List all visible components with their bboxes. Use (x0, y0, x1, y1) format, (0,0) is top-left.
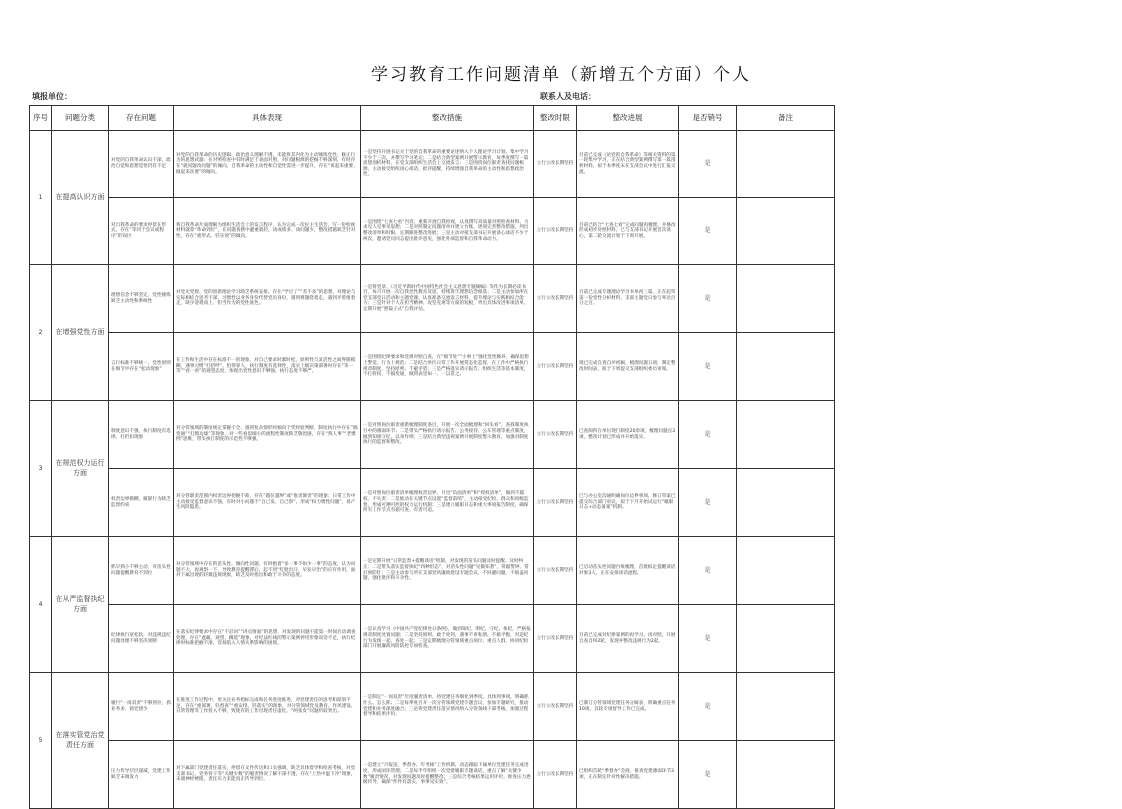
row-number: 5 (30, 673, 52, 809)
performance-cell: 将自我革命片面理解为组织生活会上的发言程序，认为完成一次民主生活会、写一份检视材料就算“革命到位”，在问题查摆中避重就轻，谈成绩多、谈问题少，整改措施缺乏针对性，存在“重形式、轻实效”的倾向。 (174, 198, 361, 265)
table-row (30, 741, 835, 809)
deadline-cell: 立行立改长期坚持 (534, 741, 577, 809)
deadline-cell: 立行立改长期坚持 (534, 605, 577, 673)
row-number: 1 (30, 131, 52, 265)
measures-cell: 一是建立“月报送、季督办、年考核”工作机制，动态跟踪下属单位党建任务完成进度，形成闭环管理；二是每半年组织一次党建履职专题谈话，重点了解“关键少数”履责情况，对发现问题及时提醒整改；三是综合考核结果运用评价，推进压力逐级传导，确保“件件有落实、事事见实效”。 (361, 741, 534, 809)
remark-cell (737, 469, 835, 537)
page-title: 学习教育工作问题清单（新增五个方面）个人 (371, 65, 751, 85)
col-header-measures: 整改措施 (361, 106, 534, 131)
issue-cell: 履行“一岗双责”不够到位，抓业务多、抓党建少 (109, 673, 174, 741)
measures-cell: 一是对照岗位职责清单梳理权责边界，开出“负面清单”和“授权清单”，做到不越权、不失责；二是推动在关键节点设置“监督前哨”，主动接受纪检、群众和同级监督，形成可溯可控的权力运行机制；三是建立履职日志和重大事项报告制度，确保所有工作节点有据可查、有责可追。 (361, 469, 534, 537)
progress-cell: 目前已结合“七查七看”完成问题再梳理，并修改形成初步对照材料，已与支部书记开展首次谈心，第二轮交流计划于下周开展。 (577, 198, 679, 265)
remark-cell (737, 673, 835, 741)
progress-cell: 目前已完成《论党的自我革命》等相关资料的第一轮集中学习，正在结合典型案例撰写第一篇剖析材料，拟于本季度末在支部会议中进行汇报交流。 (577, 131, 679, 198)
table-row (30, 469, 835, 537)
closed-cell: 是 (679, 741, 737, 809)
table-row (30, 198, 835, 265)
table-row (30, 265, 835, 333)
deadline-cell: 立行立改长期坚持 (534, 333, 577, 401)
col-header-progress: 整改进展 (577, 106, 679, 131)
closed-cell: 是 (679, 469, 737, 537)
table-row (30, 605, 835, 673)
measures-cell: 一是坚持开展书记关于党的自我革命的重要论述纳入个人理论学习计划，集中学习不少于三次，并撰写学习笔记；二是结合典型案例开展警示教育，每季度撰写一篇思想剖析材料，在党支部组织生活会上交流发言；三是围绕岗位职责查找问题根源，主动接受组织谈心谈话、批评提醒，持续增强自我革命的主动性和思想政治性。 (361, 131, 534, 198)
category-cell: 在增强党性方面 (52, 265, 109, 401)
table-header-row (30, 106, 835, 131)
remark-cell (737, 401, 835, 469)
category-cell: 在规范权力运行方面 (52, 401, 109, 537)
remark-cell (737, 741, 835, 809)
progress-cell: 现已完成自查自评初稿，梳理问题五项，制定整改时间表，拟于下周提交支部组织委员审阅。 (577, 333, 679, 401)
performance-cell: 对下属部门党建责任落实，停留在文件传达和口头强调，缺乏具体督导和检查考核，对党支部书记、党务骨干等“关键少数”的履责情况了解不深不透，存在“上热中温下冷”现象，末端神经梗阻，责任压力未能真正传导到位。 (174, 741, 361, 809)
performance-cell: 在推进工作过程中，更关注业务指标完成和任务进度推进，对党建责任的思考和谋划不足，存在“重部署、轻督查”“重安排、轻落实”的现象，对分管领域党员教育、作风建设、日常管理等工作投入不够，致使有的工作出现责任虚化、“两张皮”问题仍较突出。 (174, 673, 361, 741)
col-header-remark: 备注 (737, 106, 835, 131)
progress-cell: 已启动苗头性问题台账梳理，首批拟定提醒谈话对象3人，正在安排谈话流程。 (577, 537, 679, 605)
table-row (30, 401, 835, 469)
col-header-no: 序号 (30, 106, 52, 131)
measures-cell: 一是对照岗位职责重新梳理制度条目，开展一次全面梳理和“回头看”，查找制度执行中的薄弱环节；二是带头严格执行请示报告、公务接待、公车管理等重点制度，做到知规守纪、以身作则；三是结合典型违规案例开展制度警示教育，加强对制度执行的监督和整改。 (361, 401, 534, 469)
measures-cell: 一是将党章、《习近平新时代中国特色社会主义思想专题摘编》等作为长期必读书目，每月开展一次自我党性教育反思，持续筑牢理想信念根基；二是主动参加所在党支部党日活动和主题党课，认真准备交流发言材料，提升理论与实践相结合能力；三是针对个人在担当精神、攻坚克难等方面的短板，列出具体改进事项清单，定期开展“照镜子式”自我评估。 (361, 265, 534, 333)
progress-cell: 目前已完成专题理论学习书单初三篇，正在起草第一份党性分析材料，支部主题党日参与率达百分之百。 (577, 265, 679, 333)
issue-cell: 制度意识不强，执行制度有选择、打折扣现象 (109, 401, 174, 469)
remark-cell (737, 198, 835, 265)
progress-cell: 已与办公室沟通明确岗位边界事项，修订草案已提交综合部门审议，拟于下月开始试运行“履职日志+动态备案”机制。 (577, 469, 679, 537)
performance-cell: 对党史党规、党的创新理论学习缺乏系统安排，存在“学过了”“差不多”的思想，对理论与实际相结合思考不深，习惯性以业务身份代替党员身份，遇到难题绕着走，遇到矛盾推着走，缺少迎难而上、担当作为的党性底色。 (174, 265, 361, 333)
closed-cell: 是 (679, 265, 737, 333)
closed-cell: 是 (679, 198, 737, 265)
category-cell: 在提高认识方面 (52, 131, 109, 265)
measures-cell: 一是定期开展“日常监督+提醒谈话”机制，对发现的苗头问题及时提醒、及时纠正；二是带头落实监督执纪“四种形态”，对苗头性问题“见微知著”，常敲警钟、常打预防针；三是主动参与所在支部党风廉政建设专题会议，不回避问题，不搞盖问题，强化批评和斗争性。 (361, 537, 534, 605)
table-row (30, 537, 835, 605)
closed-cell: 是 (679, 537, 737, 605)
performance-cell: 在落实纪律要求中存在“不忍问”“讲点情面”的思想，对发现的问题不能第一时间启动调查处理，存在“遮蔽、观望、搁延”现象，对纪法红线的警示案例停用形象说话不足，执行纪律时标准把握不准，容易陷入人情关系影响的困境。 (174, 605, 361, 673)
issue-table (29, 105, 835, 809)
category-cell: 在落实管党治党责任方面 (52, 673, 109, 809)
issue-cell: 权责边界模糊，履职行为缺乏监督约束 (109, 469, 174, 537)
row-number: 2 (30, 265, 52, 401)
measures-cell: 一是认真学习《中国共产党纪律处分条例》，做到知纪、明纪、守纪、执纪，严格按规章制度处置问题；二是坚持原则、敢于亮剑，遇事不讲私情、不搞平衡，对违纪行为发现一起、查处一起；三是定期梳理分管领域重点岗位、重点人群，协同纪检部门开展廉政风险防控专项检查。 (361, 605, 534, 673)
deadline-cell: 立行立改长期坚持 (534, 401, 577, 469)
unit-label: 填报单位： (32, 92, 72, 101)
issue-cell: 理想信念不够坚定，党性锤炼缺乏主动性和系统性 (109, 265, 174, 333)
remark-cell (737, 131, 835, 198)
table-row (30, 673, 835, 741)
measures-cell: 一是围绕纪律要求和党规对照自查，在“细节处”“小事上”强化党性修养，确保思想上警觉、行为上规范；二是结合单位日常工作开展常态化监督，在工作中严格执行规章制度，坚持原则、不避矛盾；三是严格落实请示报告、组织生活等基本制度，不打折扣、不搞变通，做到表里如一、一以贯之。 (361, 333, 534, 401)
col-header-issue: 存在问题 (109, 106, 174, 131)
performance-cell: 对分管职责范围内权责边界把握不准，存在“越位越界”或“推责卸责”的现象；日常工作中主动接受监督意识不强，有时对小问题不“自己发、自己察”，形成“权力惯性问题”，易产生风险隐患。 (174, 469, 361, 537)
row-number: 4 (30, 537, 52, 673)
deadline-cell: 立行立改长期坚持 (534, 673, 577, 741)
issue-cell: 纪律执行宽松软，对违规违纪问题处理不够坚决果断 (109, 605, 174, 673)
closed-cell: 是 (679, 333, 737, 401)
issue-cell: 言行标准不够统一，党性原则在细节中存在“松动现象” (109, 333, 174, 401)
remark-cell (737, 537, 835, 605)
row-number: 3 (30, 401, 52, 537)
closed-cell: 是 (679, 673, 737, 741)
issue-cell: 抓早抓小不够主动，对苗头性问题提醒教育不到位 (109, 537, 174, 605)
deadline-cell: 立行立改长期坚持 (534, 537, 577, 605)
issue-cell: 对党的自我革命认识不深，政治自觉和思想觉悟仍有不足 (109, 131, 174, 198)
contact-label: 联系人及电话： (540, 92, 596, 101)
closed-cell: 是 (679, 401, 737, 469)
performance-cell: 对分管领域中存在的苗头性、倾向性问题，有时抱着“多一事不如少一事”的态度，认为问题不大、再观察一下，导致教育提醒滞后，起不到“红脸出汗、早发早治”的应有作用，面对下属出现的轻微违规现象，缺乏及时指出和敢于斗争的态度。 (174, 537, 361, 605)
table-row (30, 333, 835, 401)
issue-cell: 压力传导层层递减，党建工作缺乏末端发力 (109, 741, 174, 809)
issue-cell: 对自我革命的要求停留在形式，存在“等同于会议或程序”的误区 (109, 198, 174, 265)
progress-cell: 目前已完成对纪律案例的再学习、再对照，开展自查自纠2轮，发现并整改违规行为2起。 (577, 605, 679, 673)
col-header-category: 问题分类 (52, 106, 109, 131)
performance-cell: 对党的自我革命的历史逻辑、政治意义理解不透，未能将其内化为主动锤炼党性、修正行为的思想武器；在对照检查中有时满足于表面对照，对问题根源的挖掘不够深刻，有时存在“就问题改问题”的倾向，自我革命的主动性和自觉性需进一步提升，存在“说起来重要、做起来次要”的倾向。 (174, 131, 361, 198)
closed-cell: 是 (679, 605, 737, 673)
performance-cell: 对分管领域的制度规定掌握不全，遇到复杂情形时倾向于凭经验判断，制度执行中存在“搞变通”“打擦边球”等现象，对一些看似细小的流程性制度缺乏敬畏感，存在“熟人事”“老惯例”思维，带头执行制度的示范性不够强。 (174, 401, 361, 469)
deadline-cell: 立行立改长期坚持 (534, 469, 577, 537)
measures-cell: 一是制定“一岗双责”年度履责清单，将党建任务细化到季度、具体到事项，明确抓什么、怎么抓；二是每季度召开一次分管领域党建专题会议，参加专题研究，推动党建和业务深度融合；三是将党建责任落实情况纳入分管条线干部考核，加强过程督导和结果评价。 (361, 673, 534, 741)
progress-cell: 已查阅所在单位现行制度20余项，梳理问题点3项，整改计划已形成并开始落实。 (577, 401, 679, 469)
measures-cell: 一是围绕“七查七看”内容，重新开展自我检视，认真撰写高质量对照检查材料，力求见人见事见思想；二是对照制定问题清单并建立台账，逐项完善整改措施，列出整改清单和时限，定期跟进整改进展；三是主动对接支部书记开展谈心谈话不少于两次，邀请党员同志提出批评意见，强化外部监督和自我革命动力。 (361, 198, 534, 265)
table-row (30, 131, 835, 198)
progress-cell: 已制订分管领域党建任务分解表，明确重点任务10项，首轮专项督导工作已完成。 (577, 673, 679, 741)
progress-cell: 已组织首轮“季督办”会商，排查党建薄弱环节3项，正在制定针对性解决措施。 (577, 741, 679, 809)
closed-cell: 是 (679, 131, 737, 198)
col-header-deadline: 整改时限 (534, 106, 577, 131)
remark-cell (737, 333, 835, 401)
remark-cell (737, 605, 835, 673)
deadline-cell: 立行立改长期坚持 (534, 198, 577, 265)
category-cell: 在从严监督执纪方面 (52, 537, 109, 673)
col-header-closed: 是否销号 (679, 106, 737, 131)
remark-cell (737, 265, 835, 333)
deadline-cell: 立行立改长期坚持 (534, 131, 577, 198)
col-header-performance: 具体表现 (174, 106, 361, 131)
performance-cell: 在工作和生活中存在标准不一的现象，对自己要求时紧时松，原则性与灵活性之间界限模糊，遇事习惯“打招呼”、怕得罪人，执行制度有选择性，落实上级决策部署时存在“等一等”“看一看”的观望态度，体现出党性意识不够强、执行态度不够严。 (174, 333, 361, 401)
deadline-cell: 立行立改长期坚持 (534, 265, 577, 333)
